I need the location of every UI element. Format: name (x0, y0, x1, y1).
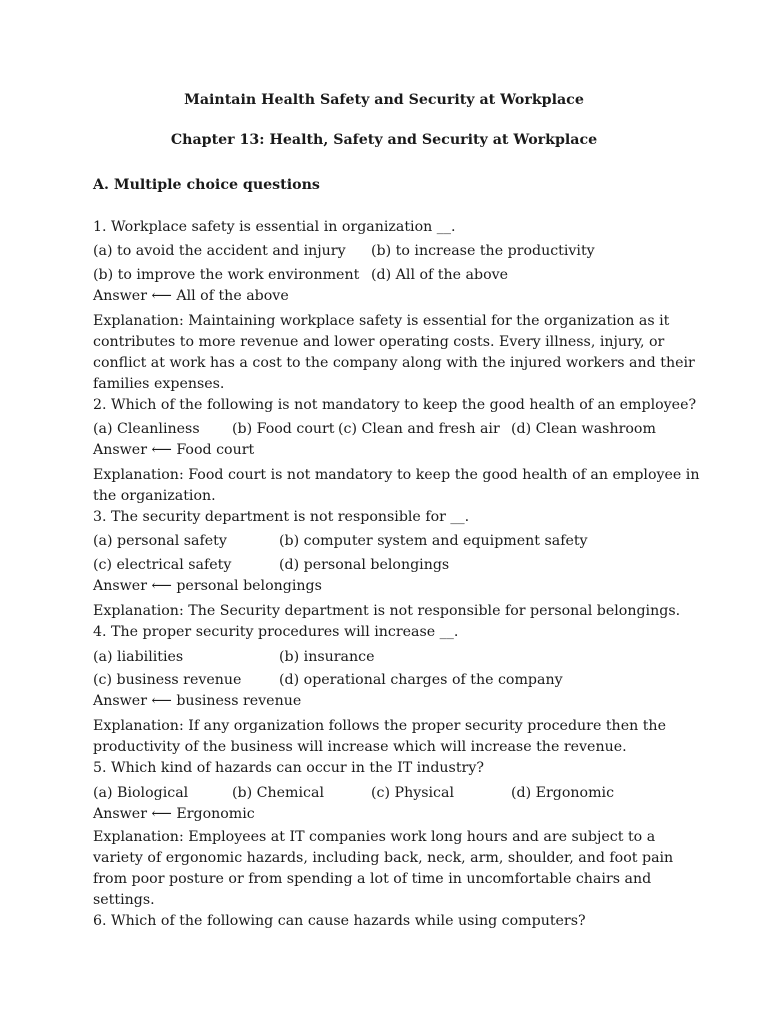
q2-explanation-line: Explanation: Food court is not mandatory to keep the good health of an employee in (93, 467, 700, 483)
q4-option-c: (c) business revenue (93, 672, 242, 688)
q2-option-b: (b) Food court (232, 421, 335, 437)
q4-option-a: (a) liabilities (93, 649, 184, 665)
question-3: 3. The security department is not responsible for __. (93, 509, 470, 525)
q5-option-d: (d) Ergonomic (511, 785, 615, 801)
q2-explanation-line: the organization. (93, 488, 216, 504)
q5-option-a: (a) Biological (93, 785, 189, 801)
q1-explanation-line: families expenses. (93, 376, 225, 392)
q4-option-b: (b) insurance (279, 649, 375, 665)
section-title: A. Multiple choice questions (93, 177, 320, 193)
q1-explanation-line: contributes to more revenue and lower operating costs. Every illness, injury, or (93, 334, 665, 350)
question-6: 6. Which of the following can cause hazards while using computers? (93, 913, 586, 929)
q3-explanation-line: Explanation: The Security department is not responsible for personal belongings. (93, 603, 681, 619)
q3-answer: Answer ⟵ personal belongings (93, 578, 322, 594)
q4-option-d: (d) operational charges of the company (279, 672, 563, 688)
q1-answer: Answer ⟵ All of the above (93, 288, 289, 304)
question-4: 4. The proper security procedures will increase __. (93, 624, 459, 640)
q1-option-a: (a) to avoid the accident and injury (93, 243, 346, 259)
q5-explanation-line: Explanation: Employees at IT companies work long hours and are subject to a (93, 829, 656, 845)
q2-option-c: (c) Clean and fresh air (338, 421, 500, 437)
q4-explanation-line: productivity of the business will increase which will increase the revenue. (93, 739, 627, 755)
q3-option-d: (d) personal belongings (279, 557, 450, 573)
chapter-title: Chapter 13: Health, Safety and Security at Workplace (170, 132, 598, 148)
question-2: 2. Which of the following is not mandatory to keep the good health of an employee? (93, 397, 697, 413)
q1-option-b-second: (b) to improve the work environment (93, 267, 360, 283)
q1-explanation-line: conflict at work has a cost to the company along with the injured workers and their (93, 355, 695, 371)
q4-explanation-line: Explanation: If any organization follows the proper security procedure then the (93, 718, 666, 734)
q3-option-b: (b) computer system and equipment safety (279, 533, 588, 549)
q1-option-b: (b) to increase the productivity (371, 243, 595, 259)
q3-option-a: (a) personal safety (93, 533, 227, 549)
q2-answer: Answer ⟵ Food court (93, 442, 255, 458)
q5-explanation-line: from poor posture or from spending a lot of time in uncomfortable chairs and (93, 871, 652, 887)
q2-option-a: (a) Cleanliness (93, 421, 200, 437)
q2-option-d: (d) Clean washroom (511, 421, 656, 437)
q1-explanation-line: Explanation: Maintaining workplace safety is essential for the organization as it (93, 313, 670, 329)
q4-answer: Answer ⟵ business revenue (93, 693, 302, 709)
q5-option-c: (c) Physical (371, 785, 454, 801)
q5-answer: Answer ⟵ Ergonomic (93, 806, 255, 822)
q3-option-c: (c) electrical safety (93, 557, 232, 573)
q1-option-d: (d) All of the above (371, 267, 509, 283)
q5-explanation-line: settings. (93, 892, 155, 908)
question-5: 5. Which kind of hazards can occur in the IT industry? (93, 760, 484, 776)
q5-option-b: (b) Chemical (232, 785, 324, 801)
document-title: Maintain Health Safety and Security at Workplace (184, 92, 584, 108)
question-1: 1. Workplace safety is essential in organization __. (93, 219, 456, 235)
q5-explanation-line: variety of ergonomic hazards, including back, neck, arm, shoulder, and foot pain (93, 850, 674, 866)
